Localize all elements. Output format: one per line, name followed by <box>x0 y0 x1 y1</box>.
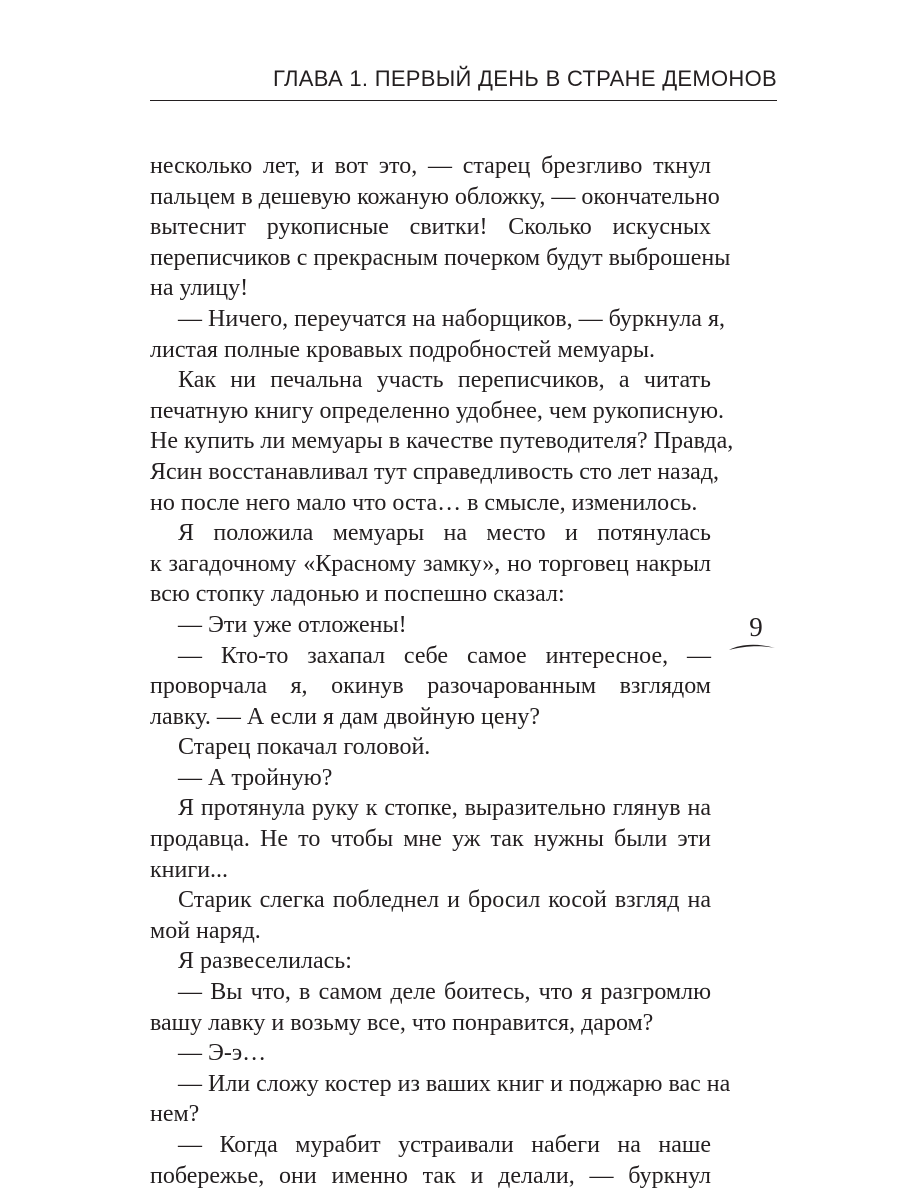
text-line: — Ничего, переучатся на наборщиков, — буркнула я, <box>178 305 725 332</box>
page-number-swash <box>728 641 776 655</box>
text-line: книги... <box>150 856 229 883</box>
text-line: Как ни печальна участь переписчиков, а читать <box>178 367 711 394</box>
text-line: к загадочному «Красному замку», но торговец накрыл <box>150 550 711 577</box>
text-line: Старец покачал головой. <box>178 734 431 761</box>
text-line: Не купить ли мемуары в качестве путеводителя? Правда, <box>150 428 734 455</box>
text-line: — Когда мурабит устраивали набеги на наше <box>178 1132 711 1158</box>
page-number: 9 <box>749 612 763 642</box>
text-line: Старик слегка побледнел и бросил косой взгляд на <box>178 887 711 914</box>
text-line: печатную книгу определенно удобнее, чем рукописную. <box>150 397 725 424</box>
text-line: Ясин восстанавливал тут справедливость сто лет назад, <box>150 458 720 485</box>
text-line: — Э-э… <box>178 1040 267 1067</box>
text-line: всю стопку ладонью и поспешно сказал: <box>150 581 565 608</box>
text-line: — Вы что, в самом деле боитесь, что я разгромлю <box>178 979 711 1006</box>
header-rule <box>150 100 777 101</box>
text-line: несколько лет, и вот это, — старец брезгливо ткнул <box>150 153 711 179</box>
text-line: Я развеселилась: <box>178 948 352 975</box>
text-line: нем? <box>150 1101 200 1128</box>
running-header: ГЛАВА 1. ПЕРВЫЙ ДЕНЬ В СТРАНЕ ДЕМОНОВ <box>273 66 777 91</box>
text-line: продавца. Не то чтобы мне уж так нужны были эти <box>150 826 711 853</box>
text-line: лавку. — А если я дам двойную цену? <box>150 703 541 730</box>
text-line: побережье, они именно так и делали, — буркнул <box>150 1162 711 1189</box>
text-line: вашу лавку и возьму все, что понравится, даром? <box>150 1009 654 1036</box>
text-line: Я положила мемуары на место и потянулась <box>178 520 711 547</box>
text-line: — Эти уже отложены! <box>178 611 407 638</box>
text-line: Я протянула руку к стопке, выразительно глянув на <box>178 795 711 822</box>
text-line: переписчиков с прекрасным почерком будут выброшены <box>150 244 731 271</box>
text-line: листая полные кровавых подробностей мемуары. <box>150 336 655 363</box>
text-line: — Или сложу костер из ваших книг и поджарю вас на <box>178 1070 731 1097</box>
text-line: — А тройную? <box>178 764 333 791</box>
body-text <box>150 151 734 1191</box>
text-line: пальцем в дешевую кожаную обложку, — окончательно <box>150 183 720 210</box>
text-line: вытеснит рукописные свитки! Сколько искусных <box>150 214 711 241</box>
text-line: мой наряд. <box>150 917 261 944</box>
text-line: проворчала я, окинув разочарованным взглядом <box>150 673 711 700</box>
text-line: — Кто-то захапал себе самое интересное, — <box>178 642 711 669</box>
text-line: на улицу! <box>150 275 249 302</box>
text-line: но после него мало что оста… в смысле, изменилось. <box>150 489 698 516</box>
